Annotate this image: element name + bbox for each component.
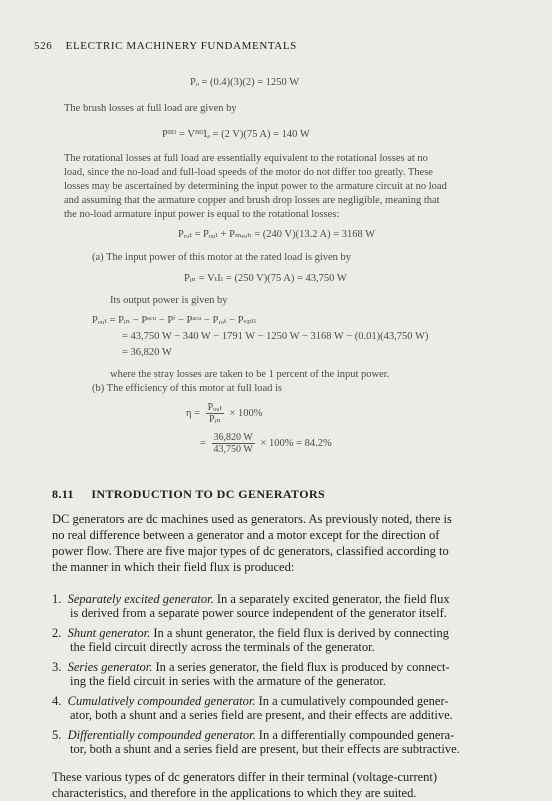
numerator: Pₒᵤₜ — [207, 402, 222, 414]
eta-lhs: η = — [186, 408, 201, 419]
denominator: 43,750 W — [213, 444, 253, 456]
list-item: 3. Series generator. In a series generator, the field flux is produced by connect- — [52, 660, 450, 674]
paragraph-line: The rotational losses at full load are essentially equivalent to the rotational losses at no — [64, 153, 428, 164]
intro-line: no real difference between a generator and a motor except for the direction of — [52, 528, 440, 542]
equation-output-power-2: = 43,750 W − 340 W − 1791 W − 1250 W − 3168 W − (0.01)(43,750 W) — [122, 331, 429, 342]
part-b-line: (b) The efficiency of this motor at full load is — [92, 383, 283, 394]
eta-result: × 100% = 84.2% — [260, 438, 332, 449]
equation-output-power: Pₒᵤₜ = Pᵢₙ − Pᵃᶜᵘ − Pᶠ − Pᵃᶜᵘ − Pᵣₒₜ − Pₛₚₗₗ — [92, 315, 257, 326]
list-item: 4. Cumulatively compounded generator. In a cumulatively compounded gener- — [52, 694, 449, 708]
numerator: 36,820 W — [213, 432, 253, 444]
intro-line: the manner in which their field flux is produced: — [52, 560, 295, 574]
list-item-cont: is derived from a separate power source independent of the generator itself. — [70, 606, 447, 620]
page-number: 526 — [34, 40, 53, 52]
intro-line: power flow. There are five major types of dc generators, classified according to — [52, 544, 449, 558]
equation-field-loss: Pₒ = (0.4)(3)(2) = 1250 W — [190, 77, 300, 88]
equation-efficiency — [186, 402, 263, 426]
equation-rotational-loss: Pᵣₒₜ = Pₒᵤₜ + Pₘₑₒₕ = (240 V)(13.2 A) = 3168 W — [178, 229, 376, 240]
list-item-cont: tor, both a shunt and a series field are present, but their effects are subtractive. — [70, 742, 460, 756]
running-header — [34, 40, 297, 53]
list-item-cont: the field circuit directly across the terminals of the generator. — [70, 640, 375, 654]
list-item: 2. Shunt generator. In a shunt generator, the field flux is derived by connecting — [52, 626, 449, 640]
list-item-cont: ing the field circuit in series with the armature of the generator. — [70, 674, 386, 688]
equation-output-power-3: = 36,820 W — [122, 347, 172, 358]
closing-line: characteristics, and therefore in the applications to which they are suited. — [52, 786, 417, 800]
paragraph-line: load, since the no-load and full-load speeds of the motor do not differ too greatly. These — [64, 167, 433, 178]
fraction — [212, 432, 255, 455]
list-item: 1. Separately excited generator. In a separately excited generator, the field flux — [52, 592, 450, 606]
list-item-cont: ator, both a shunt and a series field are present, and their effects are additive. — [70, 708, 453, 722]
equation-brush-loss: Pᴮᴰ = VᴮᴰIₐ = (2 V)(75 A) = 140 W — [162, 129, 310, 140]
equation-efficiency-result: = $\frac{36,820 W}{43,750 W}$ × 100% = 84.2% — [200, 432, 332, 456]
intro-line: DC generators are dc machines used as generators. As previously noted, there is — [52, 512, 452, 526]
part-a-line: where the stray losses are taken to be 1 percent of the input power. — [110, 369, 390, 380]
equation-input-power: Pᵢₙ = VₜIₗ = (250 V)(75 A) = 43,750 W — [184, 273, 347, 284]
paragraph-line: losses may be ascertained by determining the input power to the armature circuit at no load — [64, 181, 447, 192]
paragraph-line: The brush losses at full load are given by — [64, 103, 237, 114]
section-title: INTRODUCTION TO DC GENERATORS — [91, 487, 326, 501]
denominator: Pᵢₙ — [209, 414, 221, 426]
paragraph-line: and assuming that the armature copper and brush drop losses are negligible, meaning that — [64, 195, 440, 206]
section-heading — [52, 488, 325, 501]
section-number: 8.11 — [52, 487, 74, 501]
fraction — [206, 402, 224, 425]
part-a-line: Its output power is given by — [110, 295, 228, 306]
closing-line: These various types of dc generators differ in their terminal (voltage-current) — [52, 770, 438, 784]
list-item: 5. Differentially compounded generator. In a differentially compounded genera- — [52, 728, 455, 742]
running-title: ELECTRIC MACHINERY FUNDAMENTALS — [65, 40, 297, 52]
paragraph-line: the no-load armature input power is equal to the rotational losses: — [64, 209, 340, 220]
part-a-line: (a) The input power of this motor at the rated load is given by — [92, 252, 352, 263]
eta-tail: × 100% — [229, 408, 263, 419]
